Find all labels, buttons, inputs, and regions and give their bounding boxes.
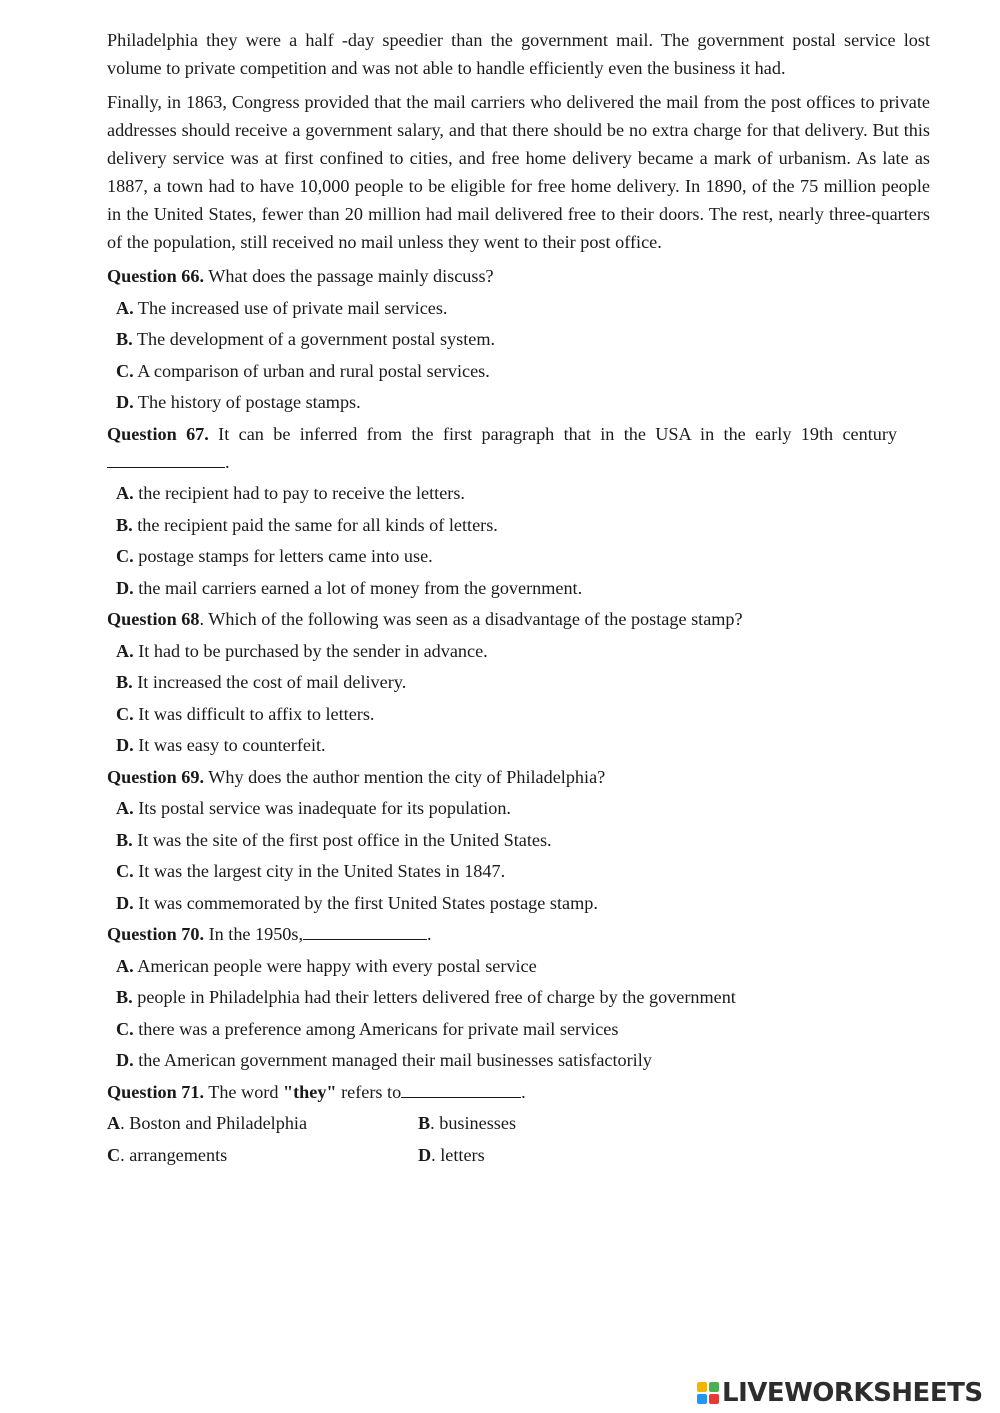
answer-blank[interactable]	[303, 921, 427, 940]
option-b[interactable]: B. people in Philadelphia had their letters delivered free of charge by the government	[116, 987, 736, 1007]
option-d[interactable]: D. It was easy to counterfeit.	[116, 735, 326, 755]
logo-text: LIVEWORKSHEETS	[722, 1378, 983, 1408]
option-a[interactable]: A. Boston and Philadelphia	[107, 1113, 308, 1133]
logo-tile	[697, 1394, 707, 1404]
passage-paragraph-1: Philadelphia they were a half -day speedier than the government mail. The government postal service lost volume to private competition and was not able to handle efficiently even the business it had.	[107, 30, 930, 78]
logo-tile	[709, 1394, 719, 1404]
quoted-word: "they"	[282, 1081, 337, 1102]
answer-blank[interactable]	[401, 1079, 521, 1098]
option-c[interactable]: C. It was the largest city in the United States in 1847.	[116, 861, 506, 881]
question-71: Question 71. The word "they" refers to . A. Boston and Philadelphia B. businesses C. arrangements D. letters	[107, 1078, 930, 1169]
question-label: Question 69.	[107, 766, 205, 787]
passage-paragraph-2: Finally, in 1863, Congress provided that the mail carriers who delivered the mail from the post offices to private addresses should receive a government salary, and that there should be no extra charge for that delivery. But this delivery service was at first confined to cities, and free home delivery became a mark of urbanism. As late as 1887, a town had to have 10,000 people to be eligible for free home delivery. In 1890, of the 75 million people in the United States, fewer than 20 million had mail delivered free to their doors. The rest, nearly three-quarters of the population, still received no mail unless they went to their post office.	[107, 92, 930, 252]
option-a[interactable]: A. American people were happy with every postal service	[116, 955, 537, 976]
option-a[interactable]: A. the recipient had to pay to receive the letters.	[116, 483, 465, 503]
option-b[interactable]: B. businesses	[418, 1113, 517, 1133]
option-a[interactable]: A. Its postal service was inadequate for its population.	[116, 798, 511, 818]
logo-mark-icon	[697, 1382, 719, 1404]
option-c[interactable]: C. arrangements	[107, 1144, 228, 1165]
question-label: Question 70.	[107, 924, 205, 944]
question-label: Question 67.	[107, 423, 209, 444]
question-69	[107, 763, 930, 917]
question-stem: . Which of the following was seen as a disadvantage of the postage stamp?	[199, 609, 743, 629]
option-b[interactable]: B. the recipient paid the same for all kinds of letters.	[116, 514, 498, 535]
question-stem: Why does the author mention the city of Philadelphia?	[204, 766, 606, 787]
question-label: Question 71.	[107, 1081, 205, 1102]
options-grid	[107, 1109, 930, 1169]
option-c[interactable]: C. It was difficult to affix to letters.	[116, 703, 375, 724]
option-d[interactable]: D. the mail carriers earned a lot of money from the government.	[116, 577, 583, 598]
question-66	[107, 262, 930, 416]
option-c[interactable]: C. there was a preference among Americans for private mail services	[116, 1018, 619, 1039]
question-68	[107, 605, 930, 759]
answer-blank[interactable]	[107, 449, 225, 468]
option-b[interactable]: B. The development of a government postal system.	[116, 329, 496, 349]
question-70: Question 70. In the 1950s, . A. American people were happy with every postal service B. people in Philadelphia had their letters delivered free of charge by the government C. there was a preference among Americans for private mail services D. the American government managed their mail businesses satisfactorily	[107, 920, 930, 1074]
question-label: Question 66.	[107, 266, 205, 286]
option-d[interactable]: D. letters	[418, 1144, 485, 1165]
question-stem: What does the passage mainly discuss?	[204, 266, 494, 286]
option-a[interactable]: A. It had to be purchased by the sender in advance.	[116, 640, 488, 661]
option-d[interactable]: D. The history of postage stamps.	[116, 392, 361, 412]
option-d[interactable]: D. It was commemorated by the first United States postage stamp.	[116, 892, 598, 913]
question-67: Question 67. It can be inferred from the first paragraph that in the USA in the early 19th century. A. the recipient had to pay to receive the letters. B. the recipient paid the same for all kinds of letters. C. postage stamps for letters came into use. D. the mail carriers earned a lot of money from the government.	[107, 420, 930, 602]
question-stem: It can be inferred from the first paragraph that in the USA in the early 19th century	[208, 423, 898, 444]
logo-tile	[709, 1382, 719, 1392]
question-stem: In the 1950s,	[204, 924, 304, 944]
question-label: Question 68	[107, 609, 200, 629]
option-c[interactable]: C. A comparison of urban and rural postal services.	[116, 360, 490, 381]
option-a[interactable]: A. The increased use of private mail services.	[116, 297, 448, 318]
logo-tile	[697, 1382, 707, 1392]
liveworksheets-logo	[697, 1378, 983, 1408]
option-d[interactable]: D. the American government managed their mail businesses satisfactorily	[116, 1050, 652, 1070]
option-c[interactable]: C. postage stamps for letters came into use.	[116, 546, 433, 566]
option-b[interactable]: B. It increased the cost of mail delivery.	[116, 672, 407, 692]
option-b[interactable]: B. It was the site of the first post office in the United States.	[116, 829, 552, 850]
worksheet-page	[107, 26, 930, 1169]
